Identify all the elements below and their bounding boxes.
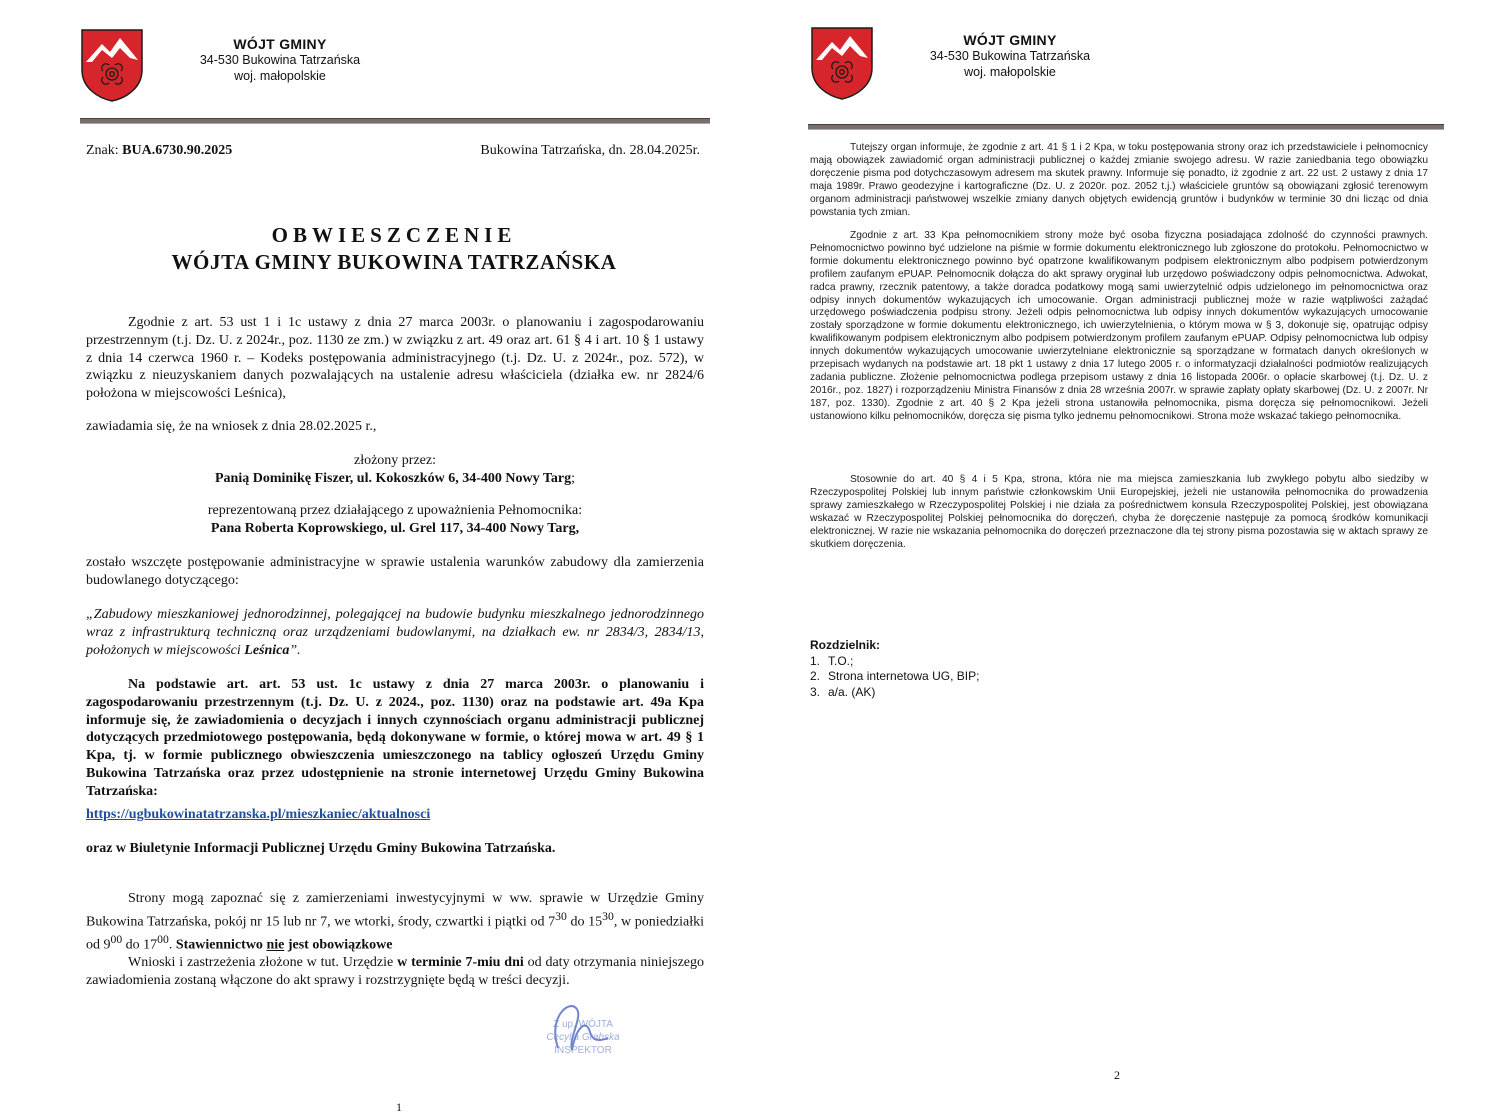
requests-deadline: w terminie 7-miu dni (397, 955, 524, 970)
attendance-not: nie (266, 937, 285, 953)
proxy-rules-paragraph: Zgodnie z art. 33 Kpa pełnomocnikiem strony może być osoba fizyczna posiadająca zdolność do czynności prawnych. Pełnomocnictwo powinno być udzielone na piśmie w formie dokumentu elektronicznego lub zgłoszone do protokołu. Pełnomocnictwo w formie dokumentu elektronicznego powinno być opatrzone kwalifikowanym podpisem elektronicznym albo podpisem potwierdzonym profilem zaufanym ePUAP. Pełnomocnik dołącza do akt sprawy oryginał lub urzędowo poświadczony odpis pełnomocnictwa. Adwokat, radca prawny, rzecznik patentowy, a także doradca podatkowy mogą sami uwierzytelnić odpis udzielonego im pełnomocnictwa oraz odpisy innych dokumentów wykazujących ich umocowanie. Organ administracji publicznej może w razie wątpliwości zażądać urzędowego poświadczenia podpisu strony. Jeżeli odpis pełnomocnictwa lub odpisy innych dokumentów wykazujących umocowanie zostały sporządzone w formie dokumentu elektronicznego, ich uwierzytelnienia, o którym mowa w § 3, dokonuje się, opatrując odpisy kwalifikowanym podpisem elektronicznym albo podpisem potwierdzonym profilem zaufanym ePUAP. Odpisy pełnomocnictwa lub odpisy innych dokumentów wykazujących umocowanie uwierzytelniane elektronicznie są sporządzane w formatach danych określonych w przepisach wydanych na podstawie art. 18 pkt 1 ustawy z dnia 17 lutego 2005 r. o informatyzacji działalności podmiotów realizujących zadania publiczne. Złożenie pełnomocnictwa podlega przepisom ustawy z dnia 16 listopada 2006r. o opłacie skarbowej (t.j. Dz. U. z 2016r., poz. 1827) i rozporządzeniu Ministra Finansów z dnia 28 września 2007r. w sprawie zapłaty opłaty skarbowej (Dz. U. z 2007r. Nr 187, poz. 1330). Zgodnie z art. 40 § 2 Kpa jeżeli strona ustanowiła pełnomocnika, pisma doręcza się pełnomocnikowi. Jeżeli ustanowiono kilku pełnomocników, doręcza się pisma tylko jednemu pełnomocnikowi. Strona może wskazać takiego pełnomocnika. (810, 230, 1428, 422)
header-divider (80, 118, 710, 124)
coat-of-arms-icon (810, 26, 874, 100)
signature-stamp (528, 1018, 638, 1057)
reference-value: BUA.6730.90.2025 (122, 143, 233, 158)
parties-text-d: do 17 (122, 937, 158, 953)
parties-text-c: , w poniedziałki od 9 (86, 914, 705, 953)
office-address: 34-530 Bukowina Tatrzańska (929, 49, 1091, 63)
project-end: ”. (289, 642, 301, 658)
distribution-item (810, 669, 1110, 685)
proxy-name: Pana Roberta Koprowskiego, ul. Grel 117, 34-400 Nowy Targ, (210, 521, 580, 536)
legal-basis-paragraph: Na podstawie art. art. 53 ust. 1c ustawy z dnia 27 marca 2003r. o planowaniu i zagospodarowaniu przestrzennym (t.j. Dz. U. z 2024., poz. 1130) oraz na podstawie art. 49a Kpa informuje się, że zawiadomienia o decyzjach i innych czynnościach organu administracji publicznej dotyczących przedmiotowego postępowania, będą dokonywane w formie, o której mowa w art. 49 § 1 Kpa, tj. w formie publicznego obwieszczenia umieszczonego na tablicy ogłoszeń Urzędu Gminy Bukowina Tatrzańska oraz przez udostępnienie na stronie internetowej Urzędu Gminy Bukowina Tatrzańska: (86, 677, 704, 799)
page-number-2: 2 (1114, 1068, 1120, 1082)
notice-line: zawiadamia się, że na wniosek z dnia 28.02.2025 r., (86, 419, 377, 434)
requests-text-c: od daty otrzymania niniejszego zawiadomienia zostaną włączone do akt sprawy i rozstrzygnięte będą w treści decyzji. (86, 955, 704, 988)
parties-sup-1: 30 (555, 909, 567, 923)
website-link-line (86, 806, 704, 824)
applicant-end: ; (571, 471, 575, 486)
distribution-item-text: T.O.; (828, 653, 854, 668)
header-divider (808, 124, 1444, 130)
parties-sup-2: 30 (602, 909, 614, 923)
distribution-item-number: 2. (810, 669, 821, 683)
foreign-party-paragraph: Stosownie do art. 40 § 4 i 5 Kpa, strona, która nie ma miejsca zamieszkania lub zwykłego pobytu albo siedziby w Rzeczypospolitej Polskiej lub innym państwie członkowskim Unii Europejskiej, jeżeli nie ustanowiła pełnomocnika do prowadzenia sprawy zamieszkałego w Rzeczypospolitej Polskiej i nie działa za pośrednictwem konsula Rzeczypospolitej Polskiej, jest obowiązana wskazać w Rzeczypospolitej Polskiej pełnomocnika do doręczeń, chyba że doręczenie następuje za pomocą środków komunikacji elektronicznej. W razie nie wskazania pełnomocnika do doręczeń przeznaczone dla tej strony pisma pozostawia się w aktach sprawy ze skutkiem doręczenia. (810, 474, 1428, 550)
distribution-item-text: Strona internetowa UG, BIP; (828, 669, 980, 683)
distribution-item-number: 3. (810, 684, 821, 699)
parties-text-b: do 15 (566, 914, 603, 930)
reference-label: Znak: (86, 143, 119, 158)
document-page-2 (750, 0, 1500, 1119)
parties-sup-4: 00 (157, 933, 169, 947)
requests-text-a: Wnioski i zastrzeżenia złożone w tut. Urzędzie (128, 955, 398, 970)
submitted-by-label: złożony przez: (353, 453, 436, 468)
office-region: woj. małopolskie (234, 69, 326, 83)
office-header (900, 32, 1120, 80)
represented-by-label: reprezentowaną przez działającego z upoważnienia Pełnomocnika: (207, 503, 583, 518)
project-location: Leśnica (244, 642, 290, 658)
document-subtitle: WÓJTA GMINY BUKOWINA TATRZAŃSKA (171, 250, 617, 274)
attendance-text-a: Stawiennictwo (175, 937, 267, 953)
page-number-1: 1 (396, 1100, 402, 1114)
coat-of-arms-icon (80, 28, 144, 102)
signature-icon (528, 998, 638, 1058)
signature-line-1: Z up. WÓJTA (553, 1019, 613, 1030)
project-description (86, 606, 704, 659)
distribution-items (810, 654, 1110, 701)
reference-number (86, 142, 386, 160)
parties-text-a: Strony mogą zapoznać się z zamierzeniami inwestycyjnymi w ww. sprawie w Urzędzie Gminy Bukowina Tatrzańska, pokój nr 15 lub nr 7, we wtorki, środy, czwartki i piątki od 7 (86, 891, 704, 930)
distribution-title: Rozdzielnik: (810, 638, 881, 652)
attendance-note (176, 938, 393, 953)
distribution-item (810, 654, 1110, 670)
office-address: 34-530 Bukowina Tatrzańska (199, 53, 361, 67)
initiation-paragraph: zostało wszczęte postępowanie administracyjne w sprawie ustalenia warunków zabudowy dla zamierzenia budowlanego dotyczącego: (86, 555, 704, 588)
applicant-line (86, 470, 704, 488)
intro-paragraph: Zgodnie z art. 53 ust 1 i 1c ustawy z dnia 27 marca 2003r. o planowaniu i zagospodarowaniu przestrzennym (t.j. Dz. U. z 2024r., poz. 1130 ze zm.) w związku z art. 49 oraz art. 61 § 4 i art. 10 § 1 ustawy z dnia 14 czerwca 1960 r. – Kodeks postępowania administracyjnego (t.j. Dz. U. z 2024r., poz. 572), w związku z nieuzyskaniem danych pozwalających na ustalenie adresu właściciela (działka ew. nr 2824/6 położona w miejscowości Leśnica), (86, 315, 704, 402)
place-date: Bukowina Tatrzańska, dn. 28.04.2025r. (480, 143, 700, 158)
signature-line-3: INSPEKTOR (554, 1045, 612, 1056)
bip-line: oraz w Biuletynie Informacji Publicznej Urzędu Gminy Bukowina Tatrzańska. (86, 841, 556, 856)
address-change-paragraph: Tutejszy organ informuje, że zgodnie z art. 41 § 1 i 2 Kpa, w toku postępowania strony oraz ich przedstawiciele i pełnomocnicy mają obowiązek zawiadomić organ administracji publicznej o każdej zmianie swojego adresu. W razie zaniedbania tego obowiązku doręczenie pisma pod dotychczasowym adresem ma skutek prawny. Informuje się ponadto, iż zgodnie z art. 22 ust. 2 ustawy z dnia 17 maja 1989r. Prawo geodezyjne i kartograficzne (Dz. U. z 2020r. poz. 2052 t.j.) właściciele gruntów są obowiązani zgłosić terenowym organom administracji państwowej wszelkie zmiany danych objętych ewidencją gruntów i budynków w terminie 30 dni licząc od dnia powstania tych zmian. (810, 142, 1428, 218)
website-link[interactable]: https://ugbukowinatatrzanska.pl/mieszkaniec/aktualnosci (86, 807, 431, 822)
signature-line-2: Cecylia Grabska (546, 1032, 620, 1043)
requests-paragraph (86, 954, 704, 990)
project-text: „Zabudowy mieszkaniowej jednorodzinnej, polegającej na budowie budynku mieszkalnego jednorodzinnego wraz z infrastrukturą techniczną oraz urządzeniami budowlanymi, na działkach ew. nr 2834/3, 2834/13, położonych w miejscowości (86, 607, 704, 658)
distribution-item (810, 685, 1110, 701)
parties-sup-3: 00 (110, 933, 123, 947)
applicant-name: Panią Dominikę Fiszer, ul. Kokoszków 6, 34-400 Nowy Targ (214, 471, 572, 486)
parties-text-e: . (168, 937, 176, 953)
attendance-text-c: jest obowiązkowe (284, 937, 393, 953)
distribution-item-text: a/a. (AK) (828, 684, 876, 699)
parties-paragraph (86, 890, 704, 955)
office-region: woj. małopolskie (964, 65, 1056, 79)
distribution-list (810, 638, 1110, 700)
distribution-item-number: 1. (810, 653, 821, 668)
office-title: WÓJT GMINY (233, 36, 327, 52)
document-title: OBWIESZCZENIE (271, 223, 517, 247)
office-title: WÓJT GMINY (963, 32, 1057, 48)
office-header (170, 36, 390, 84)
